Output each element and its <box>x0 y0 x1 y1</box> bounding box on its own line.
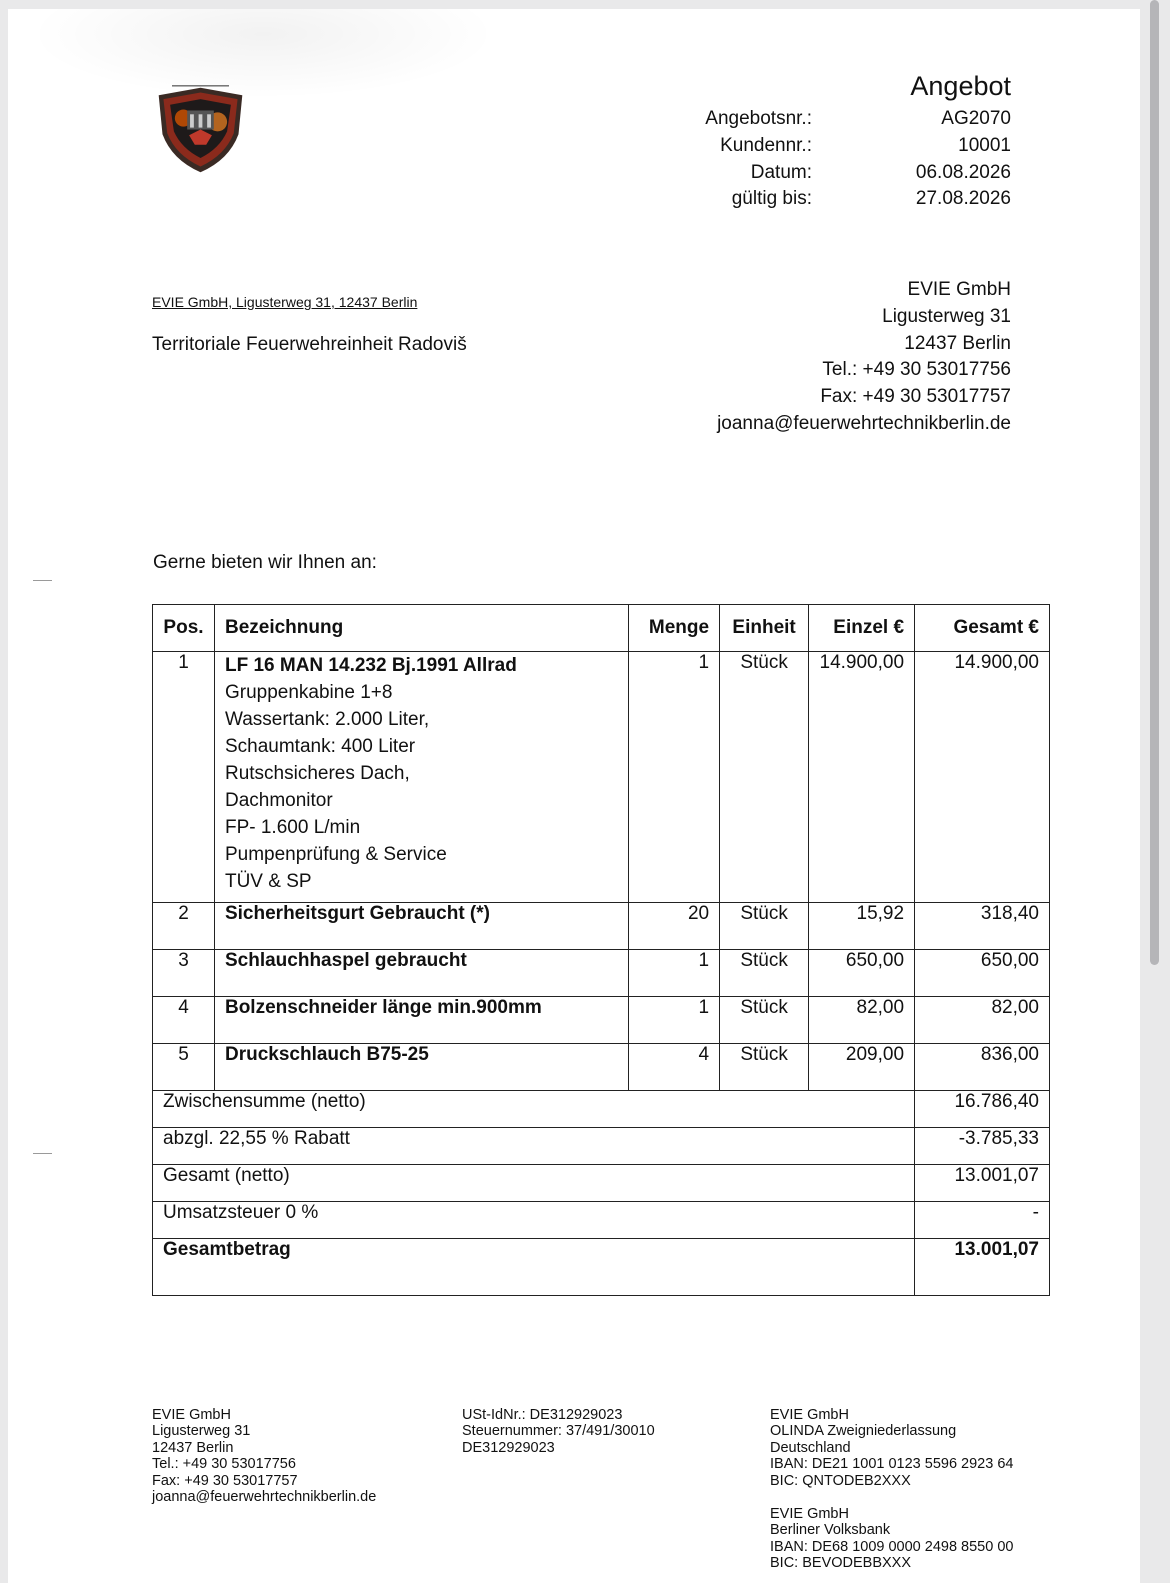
net-total-label: Gesamt (netto) <box>153 1165 915 1202</box>
company-email[interactable]: joanna@feuerwehrtechnikberlin.de <box>717 412 1011 434</box>
vat-row <box>153 1202 1050 1239</box>
footer-line: EVIE GmbH <box>770 1506 849 1522</box>
footer-line: OLINDA Zweigniederlassung <box>770 1423 957 1440</box>
footer-line: IBAN: DE21 1001 0123 5596 2923 64 <box>770 1456 1014 1473</box>
footer-line: BIC: QNTODEB2XXX <box>770 1472 911 1489</box>
fold-mark <box>33 1153 52 1154</box>
valid-until-value: 27.08.2026 <box>915 188 1011 209</box>
footer-line: IBAN: DE68 1009 0000 2498 8550 00 <box>770 1538 1014 1555</box>
sender-address-line: EVIE GmbH, Ligusterweg 31, 12437 Berlin <box>152 294 418 310</box>
discount-value: -3.785,33 <box>915 1128 1050 1165</box>
document-page <box>8 9 1140 1583</box>
col-header-total: Gesamt € <box>915 605 1050 652</box>
row-total: 318,40 <box>915 903 1050 950</box>
grand-total-value: 13.001,07 <box>915 1239 1050 1296</box>
row-title: Sicherheitsgurt Gebraucht (*) <box>214 903 628 950</box>
offer-number-value: AG2070 <box>941 108 1011 129</box>
row-unit: Stück <box>720 950 809 997</box>
company-logo <box>153 82 248 177</box>
discount-label: abzgl. 22,55 % Rabatt <box>153 1128 915 1165</box>
table-row <box>153 903 1050 950</box>
discount-row <box>153 1128 1050 1165</box>
col-header-pos: Pos. <box>153 605 215 652</box>
row-pos: 1 <box>153 652 215 903</box>
row-unit-price: 650,00 <box>809 950 915 997</box>
row-detail: FP- 1.600 L/min <box>224 817 361 838</box>
company-address-block <box>717 277 1011 438</box>
vertical-scrollbar[interactable] <box>1150 0 1159 965</box>
row-detail: Pumpenprüfung & Service <box>224 844 447 865</box>
company-phone: Tel.: +49 30 53017756 <box>822 359 1011 381</box>
row-unit: Stück <box>720 997 809 1044</box>
vat-label: Umsatzsteuer 0 % <box>153 1202 915 1239</box>
company-city: 12437 Berlin <box>904 332 1011 354</box>
row-unit: Stück <box>720 1044 809 1091</box>
table-header-row <box>153 605 1050 652</box>
company-name: EVIE GmbH <box>907 279 1011 300</box>
company-street: Ligusterweg 31 <box>882 305 1011 327</box>
footer-line: BIC: BEVODEBBXXX <box>770 1555 912 1572</box>
grand-total-row <box>153 1239 1050 1296</box>
row-detail: Wassertank: 2.000 Liter, <box>224 709 430 730</box>
row-pos: 3 <box>153 950 215 997</box>
col-header-unit: Einheit <box>720 605 809 652</box>
footer-bank2-col <box>770 1506 1013 1572</box>
subtotal-value: 16.786,40 <box>915 1091 1050 1128</box>
row-pos: 4 <box>153 997 215 1044</box>
row-unit-price: 15,92 <box>809 903 915 950</box>
footer-line: EVIE GmbH <box>152 1407 231 1423</box>
grand-total-label: Gesamtbetrag <box>153 1239 915 1296</box>
footer-email[interactable]: joanna@feuerwehrtechnikberlin.de <box>152 1489 377 1506</box>
table-row <box>153 652 1050 903</box>
date-label: Datum: <box>750 162 812 183</box>
table-row <box>153 997 1050 1044</box>
row-unit: Stück <box>720 903 809 950</box>
valid-until-label: gültig bis: <box>731 188 812 209</box>
row-description <box>214 652 628 903</box>
footer-line: EVIE GmbH <box>770 1407 849 1423</box>
row-detail: Rutschsicheres Dach, <box>224 763 410 784</box>
row-title: LF 16 MAN 14.232 Bj.1991 Allrad <box>224 655 517 676</box>
row-quantity: 1 <box>629 652 720 903</box>
customer-number-label: Kundennr.: <box>720 135 812 156</box>
row-title: Druckschlauch B75-25 <box>214 1044 628 1091</box>
row-quantity: 1 <box>629 997 720 1044</box>
footer-line: Deutschland <box>770 1439 851 1456</box>
footer-line: Tel.: +49 30 53017756 <box>152 1456 296 1473</box>
row-total: 82,00 <box>915 997 1050 1044</box>
footer-line: Berliner Volksbank <box>770 1522 891 1539</box>
row-detail: TÜV & SP <box>224 871 312 892</box>
row-detail: Dachmonitor <box>224 790 333 811</box>
row-quantity: 1 <box>629 950 720 997</box>
row-unit-price: 82,00 <box>809 997 915 1044</box>
footer-line: Ligusterweg 31 <box>152 1423 251 1440</box>
row-pos: 5 <box>153 1044 215 1091</box>
row-title: Schlauchhaspel gebraucht <box>214 950 628 997</box>
footer-line: 12437 Berlin <box>152 1439 234 1456</box>
col-header-quantity: Menge <box>629 605 720 652</box>
page-shadow <box>28 9 498 99</box>
intro-text: Gerne bieten wir Ihnen an: <box>153 552 377 573</box>
vat-value: - <box>915 1202 1050 1239</box>
subtotal-row <box>153 1091 1050 1128</box>
row-total: 14.900,00 <box>915 652 1050 903</box>
footer-tax-col <box>462 1407 655 1456</box>
net-total-value: 13.001,07 <box>915 1165 1050 1202</box>
row-quantity: 20 <box>629 903 720 950</box>
row-pos: 2 <box>153 903 215 950</box>
document-title: Angebot <box>910 71 1011 101</box>
row-total: 650,00 <box>915 950 1050 997</box>
row-unit-price: 14.900,00 <box>809 652 915 903</box>
col-header-unit-price: Einzel € <box>809 605 915 652</box>
row-unit: Stück <box>720 652 809 903</box>
row-total: 836,00 <box>915 1044 1050 1091</box>
row-unit-price: 209,00 <box>809 1044 915 1091</box>
date-value: 06.08.2026 <box>915 162 1011 183</box>
row-detail: Schaumtank: 400 Liter <box>224 736 416 757</box>
net-total-row <box>153 1165 1050 1202</box>
table-row <box>153 950 1050 997</box>
subtotal-label: Zwischensumme (netto) <box>153 1091 915 1128</box>
row-quantity: 4 <box>629 1044 720 1091</box>
offer-number-label: Angebotsnr.: <box>705 108 812 129</box>
items-table <box>152 604 1050 1296</box>
recipient-name: Territoriale Feuerwehreinheit Radoviš <box>152 334 467 355</box>
footer-line: Fax: +49 30 53017757 <box>152 1472 298 1489</box>
row-detail: Gruppenkabine 1+8 <box>224 682 393 703</box>
col-header-description: Bezeichnung <box>214 605 628 652</box>
fold-mark <box>33 580 52 581</box>
footer-line: DE312929023 <box>462 1439 555 1456</box>
footer-bank-col <box>770 1407 1013 1489</box>
footer-line: Steuernummer: 37/491/30010 <box>462 1423 655 1440</box>
customer-number-value: 10001 <box>958 135 1011 156</box>
footer-line: USt-IdNr.: DE312929023 <box>462 1407 623 1423</box>
table-row <box>153 1044 1050 1091</box>
footer-company-col <box>152 1407 376 1505</box>
row-title: Bolzenschneider länge min.900mm <box>214 997 628 1044</box>
company-fax: Fax: +49 30 53017757 <box>820 386 1011 408</box>
